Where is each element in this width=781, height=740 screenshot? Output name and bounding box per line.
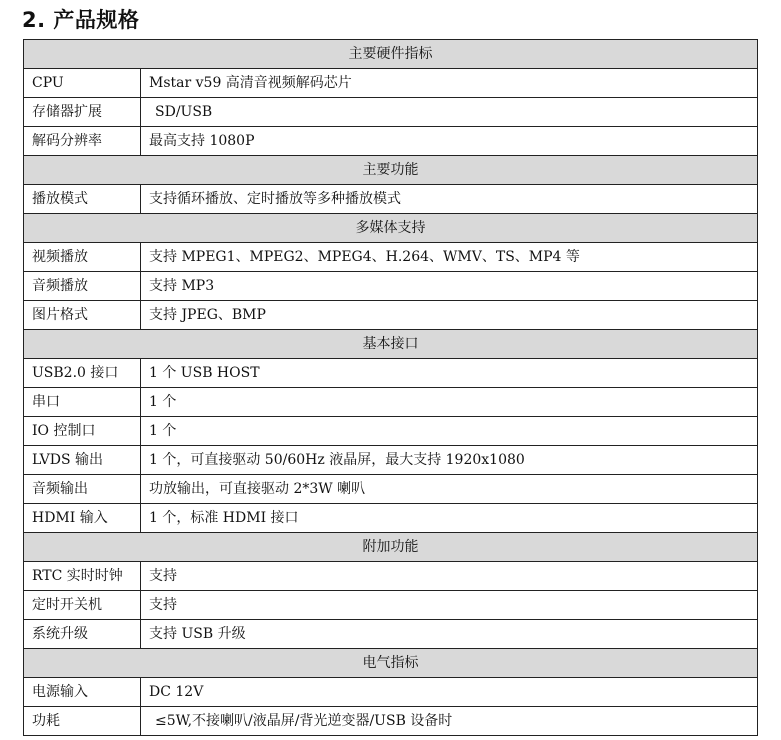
section-header-row <box>24 156 758 185</box>
spec-value: 支持 <box>141 591 758 620</box>
section-header-row <box>24 40 758 69</box>
table-row <box>24 388 758 417</box>
spec-label: CPU <box>24 69 141 98</box>
table-row <box>24 185 758 214</box>
spec-value: 1 个 <box>141 417 758 446</box>
spec-value: ≤5W,不接喇叭/液晶屏/背光逆变器/USB 设备时 <box>141 707 758 736</box>
table-row <box>24 562 758 591</box>
table-row <box>24 678 758 707</box>
spec-value: 1 个 USB HOST <box>141 359 758 388</box>
spec-label: HDMI 输入 <box>24 504 141 533</box>
spec-label: 电源输入 <box>24 678 141 707</box>
table-row <box>24 127 758 156</box>
spec-label: 播放模式 <box>24 185 141 214</box>
spec-label: 音频播放 <box>24 272 141 301</box>
spec-label: 图片格式 <box>24 301 141 330</box>
spec-label: 功耗 <box>24 707 141 736</box>
table-row <box>24 301 758 330</box>
spec-value: 支持 USB 升级 <box>141 620 758 649</box>
section-header-row <box>24 533 758 562</box>
spec-value: DC 12V <box>141 678 758 707</box>
spec-label: 视频播放 <box>24 243 141 272</box>
spec-value: 支持 MPEG1、MPEG2、MPEG4、H.264、WMV、TS、MP4 等 <box>141 243 758 272</box>
section-header-row <box>24 214 758 243</box>
spec-value: 功放输出，可直接驱动 2*3W 喇叭 <box>141 475 758 504</box>
spec-value: 1 个，可直接驱动 50/60Hz 液晶屏，最大支持 1920x1080 <box>141 446 758 475</box>
spec-label: USB2.0 接口 <box>24 359 141 388</box>
table-row <box>24 69 758 98</box>
section-title: 主要功能 <box>24 156 758 185</box>
table-row <box>24 446 758 475</box>
section-heading: 2. 产品规格 <box>22 8 140 32</box>
spec-label: 串口 <box>24 388 141 417</box>
table-row <box>24 620 758 649</box>
table-row <box>24 475 758 504</box>
spec-value: Mstar v59 高清音视频解码芯片 <box>141 69 758 98</box>
section-title: 主要硬件指标 <box>24 40 758 69</box>
table-row <box>24 359 758 388</box>
spec-value: 最高支持 1080P <box>141 127 758 156</box>
spec-label: LVDS 输出 <box>24 446 141 475</box>
section-title: 多媒体支持 <box>24 214 758 243</box>
section-header-row <box>24 330 758 359</box>
spec-value: 支持 JPEG、BMP <box>141 301 758 330</box>
section-header-row <box>24 649 758 678</box>
spec-value: SD/USB <box>141 98 758 127</box>
spec-label: RTC 实时时钟 <box>24 562 141 591</box>
spec-label: 定时开关机 <box>24 591 141 620</box>
table-row <box>24 272 758 301</box>
spec-value: 1 个 <box>141 388 758 417</box>
table-row <box>24 243 758 272</box>
spec-value: 支持循环播放、定时播放等多种播放模式 <box>141 185 758 214</box>
spec-label: 音频输出 <box>24 475 141 504</box>
spec-value: 支持 MP3 <box>141 272 758 301</box>
spec-value: 1 个，标准 HDMI 接口 <box>141 504 758 533</box>
table-row <box>24 98 758 127</box>
spec-label: IO 控制口 <box>24 417 141 446</box>
section-title: 电气指标 <box>24 649 758 678</box>
table-row <box>24 591 758 620</box>
table-row <box>24 417 758 446</box>
section-title: 基本接口 <box>24 330 758 359</box>
table-row <box>24 707 758 736</box>
spec-label: 解码分辨率 <box>24 127 141 156</box>
spec-table <box>23 39 758 736</box>
table-row <box>24 504 758 533</box>
spec-value: 支持 <box>141 562 758 591</box>
spec-label: 系统升级 <box>24 620 141 649</box>
spec-label: 存储器扩展 <box>24 98 141 127</box>
section-title: 附加功能 <box>24 533 758 562</box>
